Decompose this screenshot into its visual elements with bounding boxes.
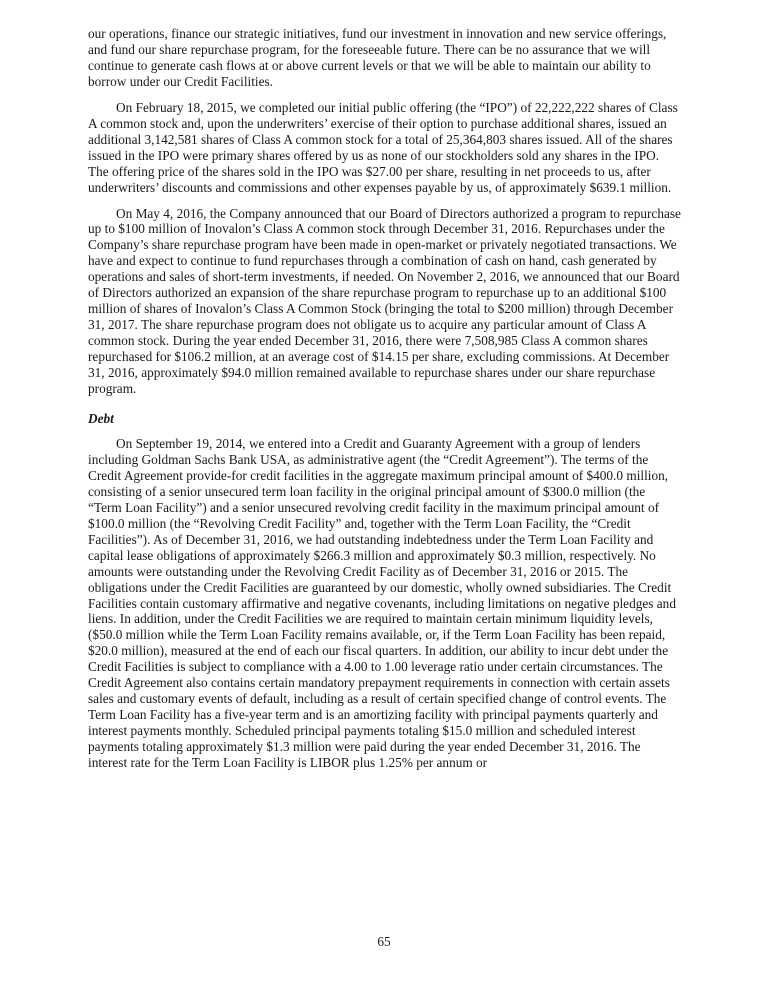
paragraph-credit-agreement: On September 19, 2014, we entered into a Credit and Guaranty Agreement with a group of lenders including Goldman Sachs Bank USA, as administrative agent (the “Credit Agreement”). The terms of the Credit Agreement provide-for credit facilities in the aggregate maximum principal amount of $400.0 million, consisting of a senior unsecured term loan facility in the original principal amount of $300.0 million (the “Term Loan Facility”) and a senior unsecured revolving credit facility in the maximum principal amount of $100.0 million (the “Revolving Credit Facility” and, together with the Term Loan Facility, the “Credit Facilities”). As of December 31, 2016, we had outstanding indebtedness under the Term Loan Facility and capital lease obligations of approximately $266.3 million and approximately $0.3 million, respectively. No amounts were outstanding under the Revolving Credit Facility as of December 31, 2016 or 2015. The obligations under the Credit Facilities are guaranteed by our domestic, wholly owned subsidiaries. The Credit Facilities contain customary affirmative and negative covenants, including limitations on negative pledges and liens. In addition, under the Credit Facilities we are required to maintain certain minimum liquidity levels, ($50.0 million while the Term Loan Facility remains available, or, if the Term Loan Facility has been repaid, $20.0 million), measured at the end of each our fiscal quarters. In addition, our ability to incur debt under the Credit Facilities is subject to compliance with a 4.00 to 1.00 leverage ratio under certain circumstances. The Credit Agreement also contains certain mandatory prepayment requirements in connection with certain assets sales and customary events of default, including as a result of certain specified change of control events. The Term Loan Facility has a five-year term and is an amortizing facility with principal payments quarterly and interest payments monthly. Scheduled principal payments totaling $15.0 million and scheduled interest payments totaling approximately $1.3 million were paid during the year ended December 31, 2016. The interest rate for the Term Loan Facility is LIBOR plus 1.25% per annum or bbox=[88, 435, 676, 771]
paragraph-continuation: our operations, finance our strategic initiatives, fund our investment in innovation and new service offerings, and fund our share repurchase program, for the foreseeable future. There can be no assurance that we will continue to generate cash flows at or above current levels or that we will be able to maintain our ability to borrow under our Credit Facilities. bbox=[88, 26, 667, 89]
page-number: 65 bbox=[377, 934, 391, 949]
document-page bbox=[88, 26, 682, 781]
paragraph-ipo: On February 18, 2015, we completed our initial public offering (the “IPO”) of 22,222,222 shares of Class A common stock and, upon the underwriters’ exercise of their option to purchase additional shares, issued an additional 3,142,581 shares of Class A common stock for a total of 25,364,803 shares issued. All of the shares issued in the IPO were primary shares offered by us as none of our stockholders sold any shares in the IPO. The offering price of the shares sold in the IPO was $27.00 per share, resulting in net proceeds to us, after underwriters’ discounts and commissions and other expenses payable by us, of approximately $639.1 million. bbox=[88, 99, 678, 195]
section-heading-debt: Debt bbox=[88, 410, 114, 426]
paragraph-share-repurchase: On May 4, 2016, the Company announced that our Board of Directors authorized a program to repurchase up to $100 million of Inovalon’s Class A common stock through December 31, 2016. Repurchases under the Company’s share repurchase program have been made in open-market or privately negotiated transactions. We have and expect to continue to fund repurchases through a combination of cash on hand, cash generated by operations and sales of short-term investments, if needed. On November 2, 2016, we announced that our Board of Directors authorized an expansion of the share repurchase program to repurchase up to an additional $100 million of shares of Inovalon’s Class A Common Stock (bringing the total to $200 million) through December 31, 2017. The share repurchase program does not obligate us to acquire any particular amount of Class A common stock. During the year ended December 31, 2016, there were 7,508,985 Class A common shares repurchased for $106.2 million, at an average cost of $14.15 per share, excluding commissions. At December 31, 2016, approximately $94.0 million remained available to repurchase shares under our share repurchase program. bbox=[88, 205, 681, 397]
